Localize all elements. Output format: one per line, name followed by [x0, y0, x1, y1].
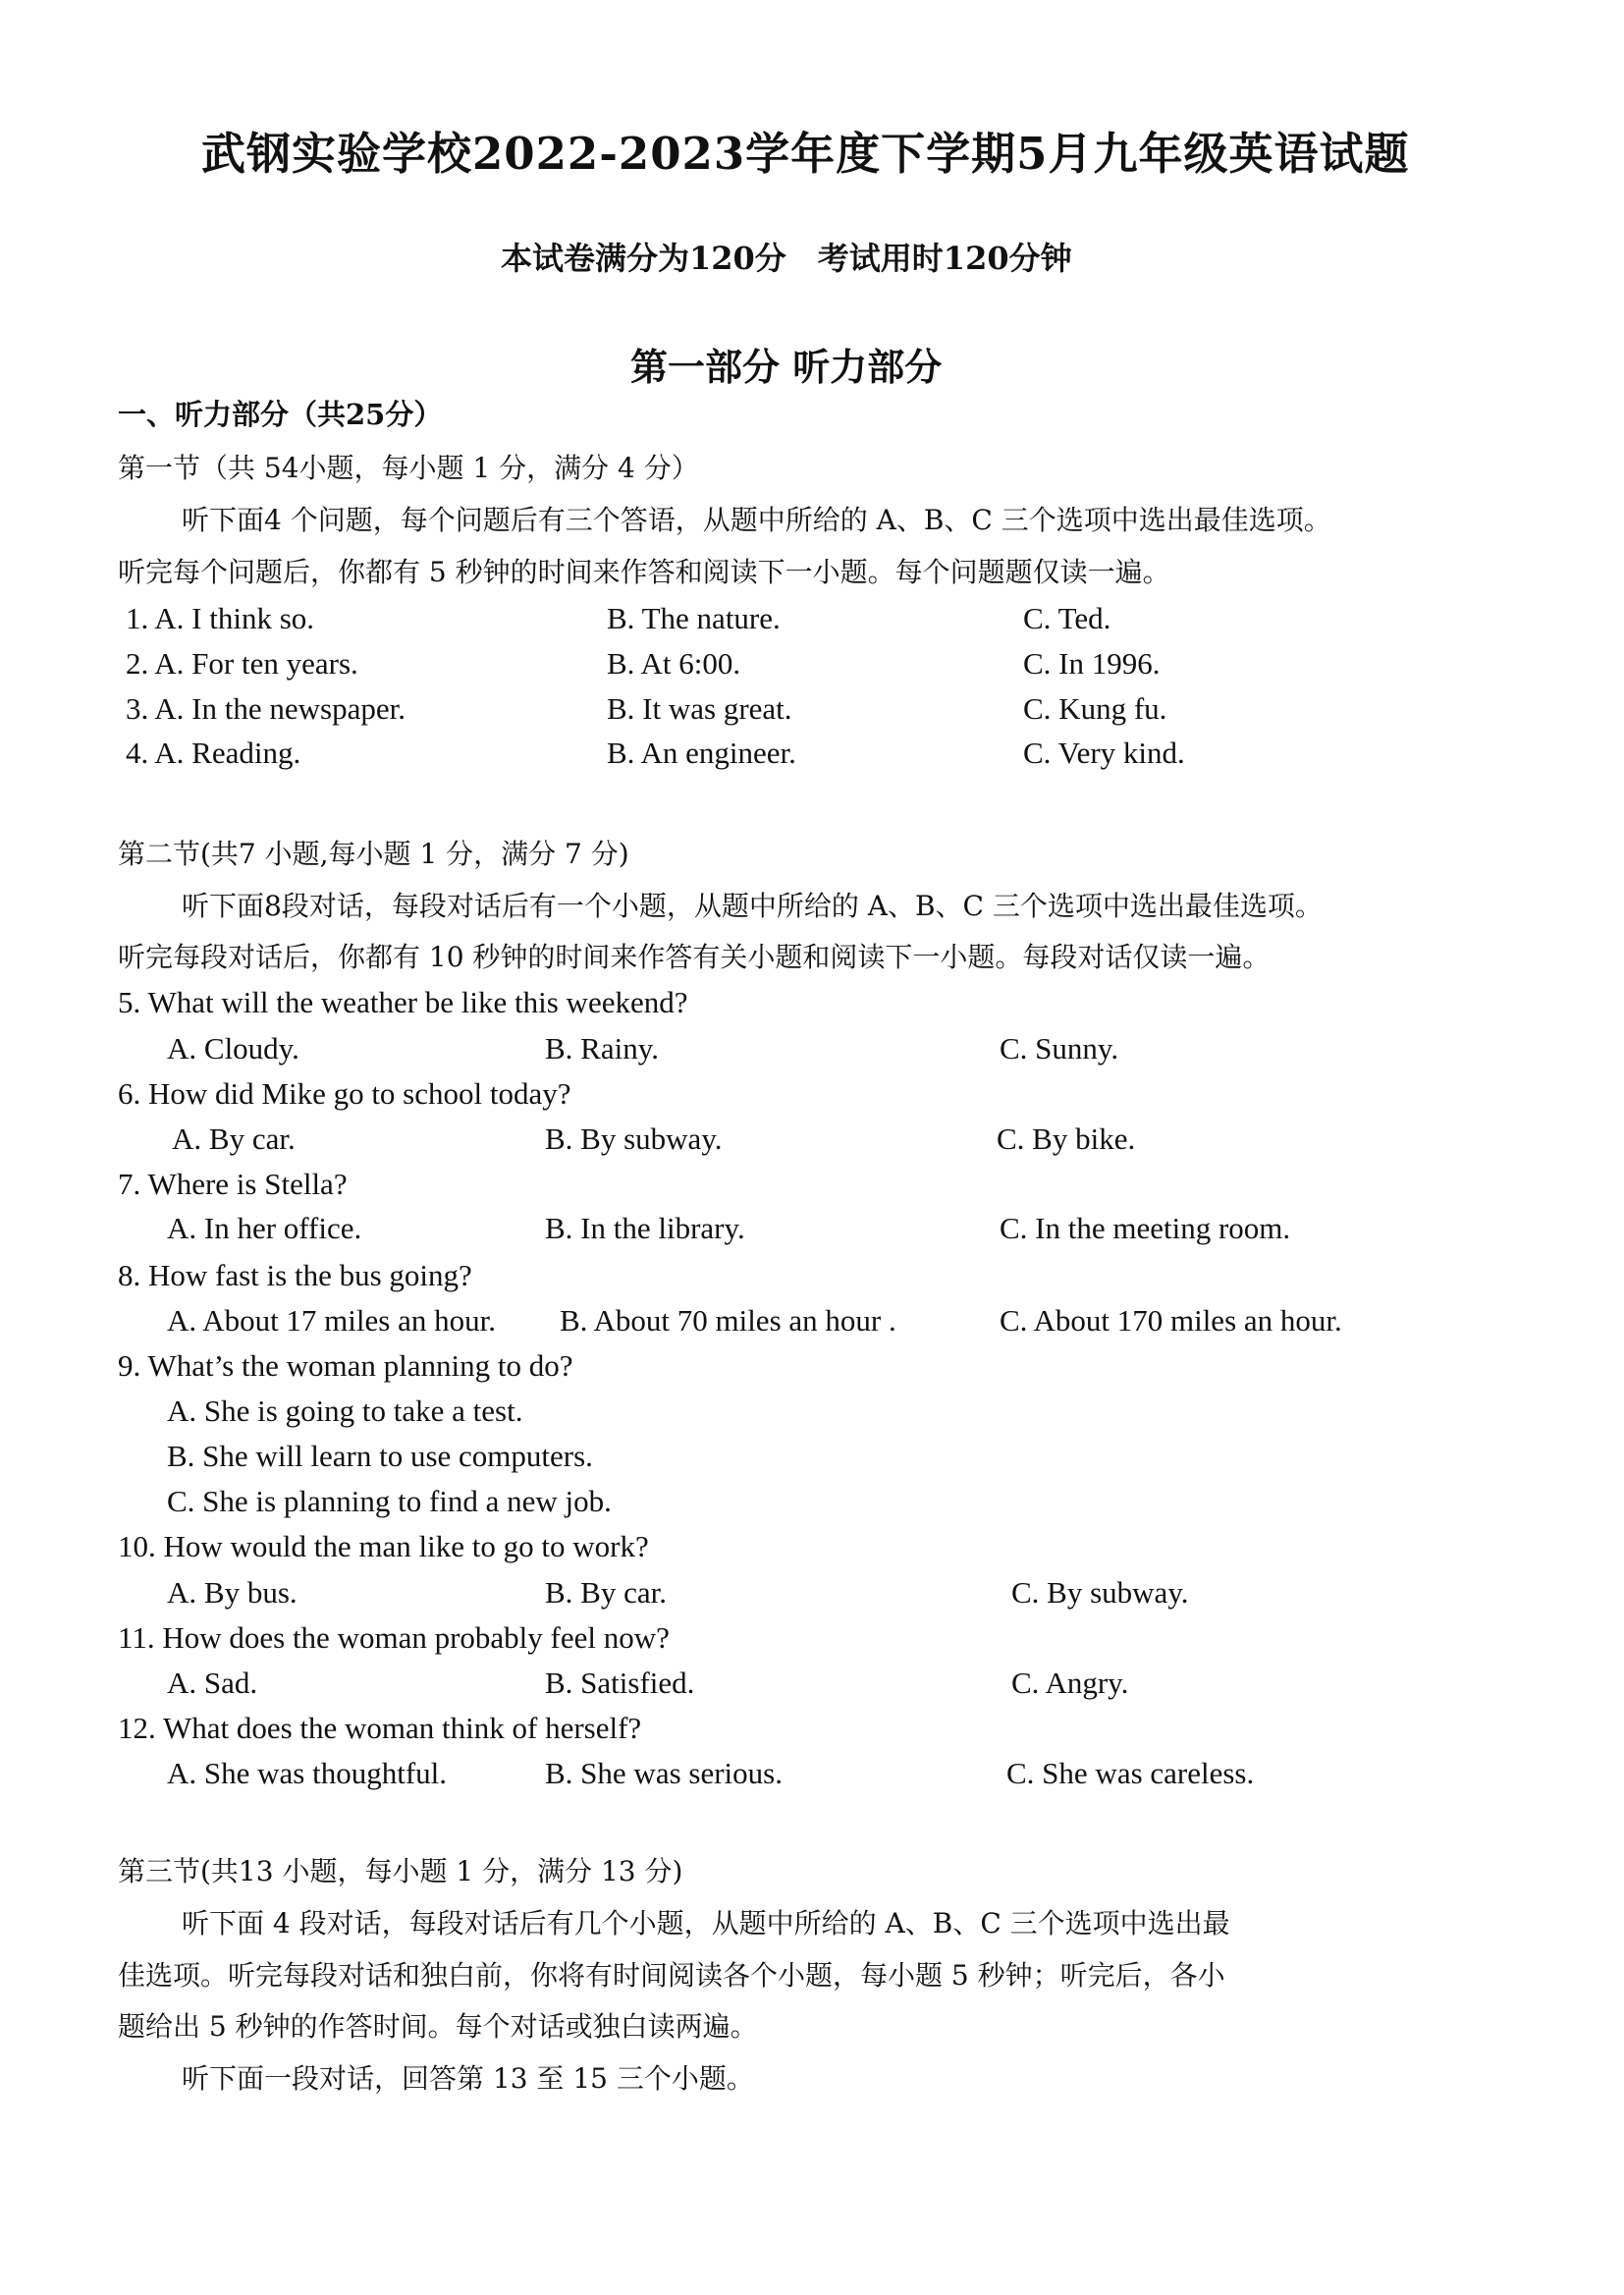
- question-6-option-b: B. By subway.: [545, 1121, 723, 1156]
- question-7-option-a: A. In her office.: [167, 1211, 362, 1245]
- section3-instruction-3: 题给出 5 秒钟的作答时间。每个对话或独白读两遍。: [118, 2010, 758, 2043]
- item-4-option-a: 4. A. Reading.: [126, 736, 301, 770]
- question-9-option-b: B. She will learn to use computers.: [167, 1439, 593, 1473]
- section3-head: 第三节(共13 小题，每小题 1 分，满分 13 分): [118, 1855, 683, 1887]
- question-12-option-b: B. She was serious.: [545, 1756, 783, 1790]
- question-8: 8. How fast is the bus going?: [118, 1258, 472, 1292]
- question-6-option-a: A. By car.: [172, 1121, 296, 1156]
- page-subtitle: 本试卷满分为120分 考试用时120分钟: [501, 240, 1072, 277]
- question-11-option-c: C. Angry.: [1011, 1666, 1129, 1700]
- page-title: 武钢实验学校2022-2023学年度下学期5月九年级英语试题: [201, 128, 1410, 180]
- section1-instruction-1: 听下面4 个问题，每个问题后有三个答语，从题中所给的 A、B、C 三个选项中选出最佳选项。: [182, 504, 1331, 536]
- item-2-option-c: C. In 1996.: [1023, 646, 1161, 681]
- item-1-option-a: 1. A. I think so.: [126, 601, 315, 635]
- question-9-option-a: A. She is going to take a test.: [167, 1393, 523, 1428]
- question-10-option-b: B. By car.: [545, 1575, 667, 1610]
- question-6-option-c: C. By bike.: [997, 1121, 1136, 1156]
- question-8-option-a: A. About 17 miles an hour.: [167, 1303, 496, 1338]
- question-11: 11. How does the woman probably feel now?: [118, 1620, 670, 1655]
- section3-instruction-1: 听下面 4 段对话，每段对话后有几个小题，从题中所给的 A、B、C 三个选项中选出最: [182, 1907, 1230, 1940]
- section2-instruction-2: 听完每段对话后，你都有 10 秒钟的时间来作答有关小题和阅读下一小题。每段对话仅读一遍。: [118, 941, 1271, 973]
- question-5-option-c: C. Sunny.: [1000, 1031, 1119, 1066]
- item-2-option-a: 2. A. For ten years.: [126, 646, 358, 681]
- question-10: 10. How would the man like to go to work?: [118, 1529, 649, 1563]
- part-title: 第一部分 听力部分: [630, 345, 943, 389]
- question-5-option-b: B. Rainy.: [545, 1031, 659, 1066]
- question-8-option-b: B. About 70 miles an hour .: [560, 1303, 896, 1338]
- question-7: 7. Where is Stella?: [118, 1167, 348, 1201]
- item-3-option-c: C. Kung fu.: [1023, 691, 1167, 726]
- section2-instruction-1: 听下面8段对话，每段对话后有一个小题，从题中所给的 A、B、C 三个选项中选出最佳选项。: [182, 890, 1323, 922]
- question-11-option-b: B. Satisfied.: [545, 1666, 695, 1700]
- listening-heading: 一、听力部分（共25分）: [118, 398, 443, 431]
- section3-instruction-2: 佳选项。听完每段对话和独白前，你将有时间阅读各个小题，每小题 5 秒钟；听完后，各小: [118, 1959, 1225, 1992]
- question-7-option-b: B. In the library.: [545, 1211, 745, 1245]
- question-5-option-a: A. Cloudy.: [167, 1031, 299, 1066]
- question-9: 9. What’s the woman planning to do?: [118, 1348, 573, 1383]
- question-12: 12. What does the woman think of herself?: [118, 1711, 642, 1745]
- item-4-option-b: B. An engineer.: [607, 736, 796, 770]
- question-6: 6. How did Mike go to school today?: [118, 1076, 571, 1111]
- item-1-option-b: B. The nature.: [607, 601, 781, 635]
- question-8-option-c: C. About 170 miles an hour.: [1000, 1303, 1342, 1338]
- section1-instruction-2: 听完每个问题后，你都有 5 秒钟的时间来作答和阅读下一小题。每个问题题仅读一遍。: [118, 556, 1170, 588]
- section2-head: 第二节(共7 小题,每小题 1 分，满分 7 分): [118, 838, 629, 870]
- question-12-option-c: C. She was careless.: [1006, 1756, 1255, 1790]
- item-3-option-b: B. It was great.: [607, 691, 792, 726]
- question-5: 5. What will the weather be like this weekend?: [118, 985, 688, 1019]
- question-9-option-c: C. She is planning to find a new job.: [167, 1484, 612, 1518]
- section3-instruction-4: 听下面一段对话，回答第 13 至 15 三个小题。: [182, 2062, 754, 2095]
- item-4-option-c: C. Very kind.: [1023, 736, 1185, 770]
- question-7-option-c: C. In the meeting room.: [1000, 1211, 1291, 1245]
- question-10-option-c: C. By subway.: [1011, 1575, 1189, 1610]
- question-11-option-a: A. Sad.: [167, 1666, 258, 1700]
- item-1-option-c: C. Ted.: [1023, 601, 1111, 635]
- question-12-option-a: A. She was thoughtful.: [167, 1756, 448, 1790]
- item-3-option-a: 3. A. In the newspaper.: [126, 691, 406, 726]
- item-2-option-b: B. At 6:00.: [607, 646, 741, 681]
- question-10-option-a: A. By bus.: [167, 1575, 298, 1610]
- section1-head: 第一节（共 54小题，每小题 1 分，满分 4 分）: [118, 452, 699, 484]
